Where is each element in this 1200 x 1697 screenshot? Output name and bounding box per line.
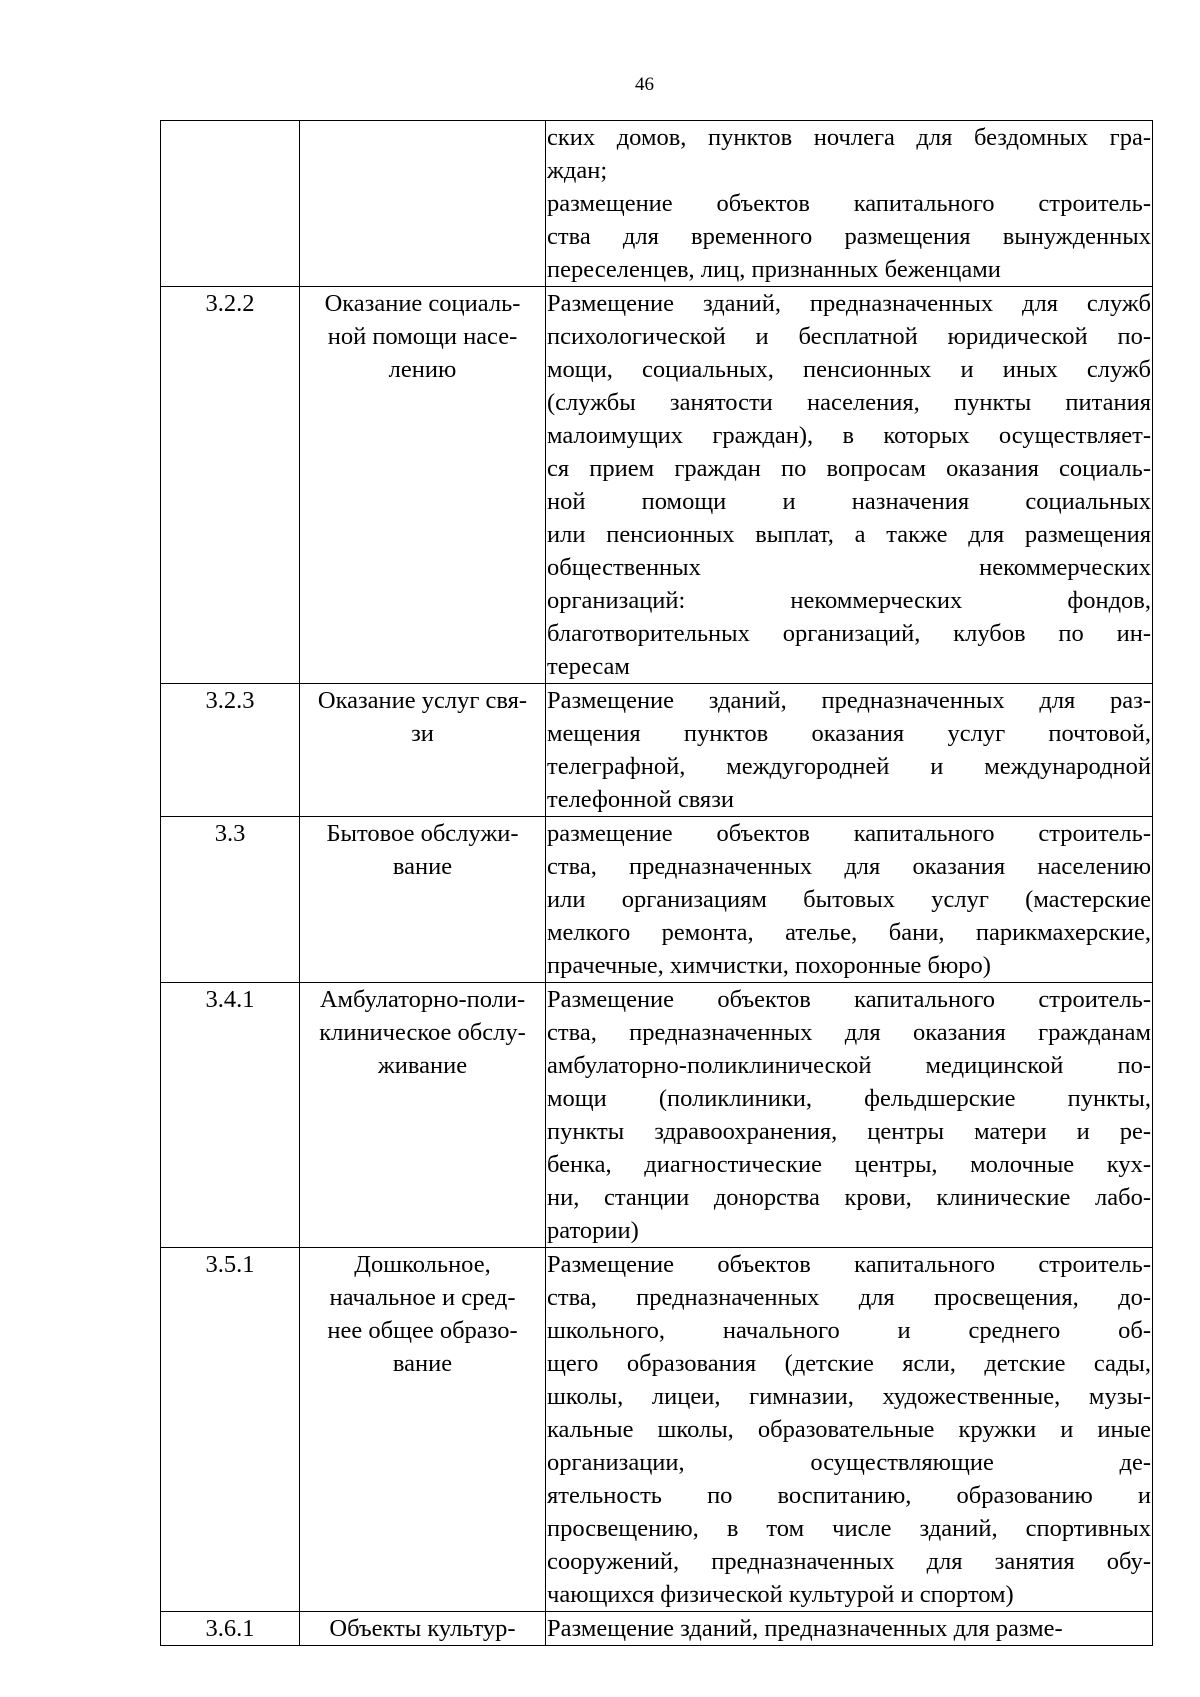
cell-description: [546, 121, 1153, 287]
cell-code: 3.4.1: [161, 983, 300, 1248]
description-line: ства, предназначенных для оказания гражданам: [547, 1019, 1151, 1046]
cell-name: [300, 1612, 546, 1646]
table-row: [161, 684, 1153, 817]
description-line: мощи (поликлиники, фельдшерские пункты,: [547, 1085, 1151, 1112]
description-line: ства, предназначенных для оказания населению: [547, 853, 1151, 880]
description-line: телефонной связи: [547, 786, 734, 813]
name-line: Амбулаторно-поли-: [319, 986, 526, 1013]
name-line: Оказание социаль-: [324, 290, 521, 317]
description-line: ских домов, пунктов ночлега для бездомных гра-: [547, 124, 1151, 151]
land-use-table: [160, 120, 1153, 1646]
description-line: мелкого ремонта, ателье, бани, парикмахерские,: [547, 919, 1151, 946]
description-line: мещения пунктов оказания услуг почтовой,: [547, 720, 1151, 747]
description-line: общественных некоммерческих: [547, 554, 1151, 581]
name-line: зи: [411, 720, 434, 747]
name-line: Дошкольное,: [354, 1251, 491, 1278]
table-row: [161, 1612, 1153, 1646]
description-line: или пенсионных выплат, а также для размещения: [547, 521, 1151, 548]
table-row: [161, 287, 1153, 684]
cell-description: [546, 1612, 1153, 1646]
cell-name: [300, 1248, 546, 1612]
description-line: прачечные, химчистки, похоронные бюро): [547, 952, 991, 979]
description-line: организаций: некоммерческих фондов,: [547, 587, 1151, 614]
description-line: ждан;: [547, 157, 608, 184]
description-line: размещение объектов капитального строитель-: [547, 820, 1151, 847]
table-row: [161, 1248, 1153, 1612]
description-line: ятельность по воспитанию, образованию и: [547, 1482, 1151, 1509]
cell-name: [300, 287, 546, 684]
cell-name: [300, 983, 546, 1248]
description-line: переселенцев, лиц, признанных беженцами: [547, 256, 1001, 283]
description-line: щего образования (детские ясли, детские сады,: [547, 1350, 1151, 1377]
name-line: ной помощи насе-: [327, 323, 518, 350]
page-number: 46: [635, 74, 654, 95]
description-line: благотворительных организаций, клубов по ин-: [547, 620, 1151, 647]
description-line: ся прием граждан по вопросам оказания социаль-: [547, 455, 1151, 482]
description-line: Размещение объектов капитального строитель-: [547, 986, 1151, 1013]
description-line: ной помощи и назначения социальных: [547, 488, 1151, 515]
description-line: школы, лицеи, гимназии, художественные, музы-: [547, 1383, 1151, 1410]
description-line: Размещение объектов капитального строитель-: [547, 1251, 1151, 1278]
name-line: живание: [377, 1052, 468, 1079]
cell-code: 3.2.3: [161, 684, 300, 817]
description-line: ратории): [547, 1217, 639, 1244]
description-line: чающихся физической культурой и спортом): [547, 1581, 1014, 1608]
cell-description: [546, 817, 1153, 983]
description-line: бенка, диагностические центры, молочные кух-: [547, 1151, 1151, 1178]
cell-name: [300, 121, 546, 287]
description-line: организации, осуществляющие де-: [547, 1449, 1151, 1476]
name-line: клиническое обслу-: [319, 1019, 526, 1046]
table-body: [161, 121, 1153, 1646]
name-line: вание: [392, 1350, 453, 1377]
cell-name: [300, 684, 546, 817]
description-line: тересам: [547, 653, 630, 680]
description-line: кальные школы, образовательные кружки и иные: [547, 1416, 1151, 1443]
cell-code: [161, 121, 300, 287]
name-line: нее общее образо-: [327, 1317, 518, 1344]
cell-description: [546, 1248, 1153, 1612]
cell-code: 3.6.1: [161, 1612, 300, 1646]
description-line: Размещение зданий, предназначенных для разме-: [547, 1615, 1063, 1642]
description-line: ства, предназначенных для просвещения, до-: [547, 1284, 1151, 1311]
description-line: просвещению, в том числе зданий, спортивных: [547, 1515, 1151, 1542]
cell-description: [546, 983, 1153, 1248]
cell-code: 3.2.2: [161, 287, 300, 684]
description-line: (службы занятости населения, пункты питания: [547, 389, 1151, 416]
cell-description: [546, 287, 1153, 684]
table-row: [161, 121, 1153, 287]
description-line: размещение объектов капитального строитель-: [547, 190, 1151, 217]
description-line: пункты здравоохранения, центры матери и ре-: [547, 1118, 1151, 1145]
cell-description: [546, 684, 1153, 817]
description-line: Размещение зданий, предназначенных для служб: [547, 290, 1151, 317]
description-line: или организациям бытовых услуг (мастерские: [547, 886, 1151, 913]
description-line: телеграфной, междугородней и международной: [547, 753, 1151, 780]
description-line: ства для временного размещения вынужденных: [547, 223, 1151, 250]
description-line: психологической и бесплатной юридической по-: [547, 323, 1151, 350]
name-line: Объекты культур-: [329, 1615, 516, 1642]
name-line: Бытовое обслужи-: [326, 820, 519, 847]
description-line: школьного, начального и среднего об-: [547, 1317, 1151, 1344]
table-row: [161, 817, 1153, 983]
name-line: Оказание услуг свя-: [317, 687, 528, 714]
description-line: амбулаторно-поликлинической медицинской по-: [547, 1052, 1151, 1079]
description-line: мощи, социальных, пенсионных и иных служб: [547, 356, 1151, 383]
description-line: сооружений, предназначенных для занятия обу-: [547, 1548, 1151, 1575]
name-line: лению: [388, 356, 457, 383]
cell-code: 3.5.1: [161, 1248, 300, 1612]
name-line: начальное и сред-: [329, 1284, 516, 1311]
cell-name: [300, 817, 546, 983]
name-line: вание: [392, 853, 453, 880]
table-row: [161, 983, 1153, 1248]
description-line: Размещение зданий, предназначенных для раз-: [547, 687, 1151, 714]
description-line: малоимущих граждан), в которых осуществляет-: [547, 422, 1151, 449]
description-line: ни, станции донорства крови, клинические лабо-: [547, 1184, 1151, 1211]
cell-code: 3.3: [161, 817, 300, 983]
